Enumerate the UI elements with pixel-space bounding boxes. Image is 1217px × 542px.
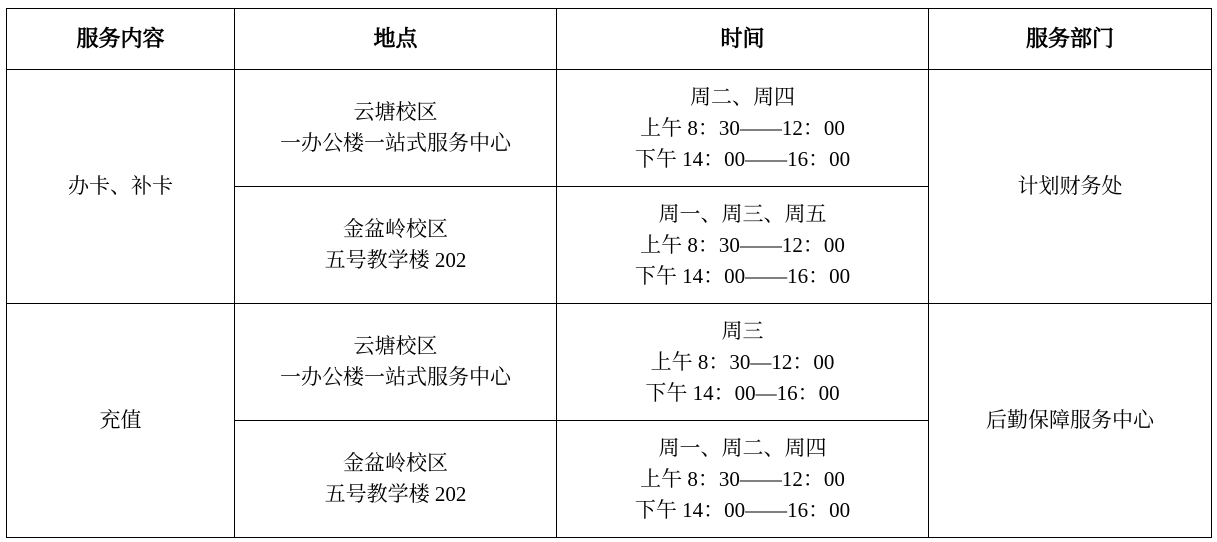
time-line: 下午 14：00—16：00 [645,380,840,405]
place-line: 金盆岭校区 [343,450,448,475]
place-line: 一办公楼一站式服务中心 [280,131,511,155]
service-schedule-table [6,8,1212,538]
time-line: 周三 [721,318,764,343]
table-body [7,70,1212,538]
cell-time-2a [557,304,929,421]
time-line: 上午 8：30——12：00 [640,116,845,141]
place-line: 一办公楼一站式服务中心 [280,365,511,389]
cell-department-2: 后勤保障服务中心 [929,304,1212,538]
cell-department-1: 计划财务处 [929,70,1212,304]
cell-time-2b [557,421,929,538]
time-line: 上午 8：30——12：00 [640,233,845,258]
column-header-place: 地点 [235,9,557,70]
column-header-service: 服务内容 [7,9,235,70]
cell-time-1b [557,187,929,304]
cell-place-1b [235,187,557,304]
place-line: 云塘校区 [353,99,438,124]
table-header-row [7,9,1212,70]
time-line: 下午 14：00——16：00 [634,497,851,522]
time-line: 下午 14：00——16：00 [634,146,851,171]
cell-place-2a [235,304,557,421]
place-line: 五号教学楼 202 [324,248,467,272]
cell-service-2: 充值 [7,304,235,538]
table-header [7,9,1212,70]
time-line: 周一、周二、周四 [658,435,827,460]
time-line: 上午 8：30——12：00 [640,467,845,492]
table-row [7,70,1212,187]
time-line: 下午 14：00——16：00 [634,263,851,288]
column-header-time: 时间 [557,9,929,70]
cell-service-1: 办卡、补卡 [7,70,235,304]
cell-place-1a [235,70,557,187]
time-line: 周二、周四 [690,84,795,109]
cell-time-1a [557,70,929,187]
cell-place-2b [235,421,557,538]
place-line: 五号教学楼 202 [324,482,467,506]
place-line: 金盆岭校区 [343,216,448,241]
place-line: 云塘校区 [353,333,438,358]
table-row [7,304,1212,421]
time-line: 周一、周三、周五 [658,201,827,226]
time-line: 上午 8：30—12：00 [650,350,835,375]
column-header-department: 服务部门 [929,9,1212,70]
